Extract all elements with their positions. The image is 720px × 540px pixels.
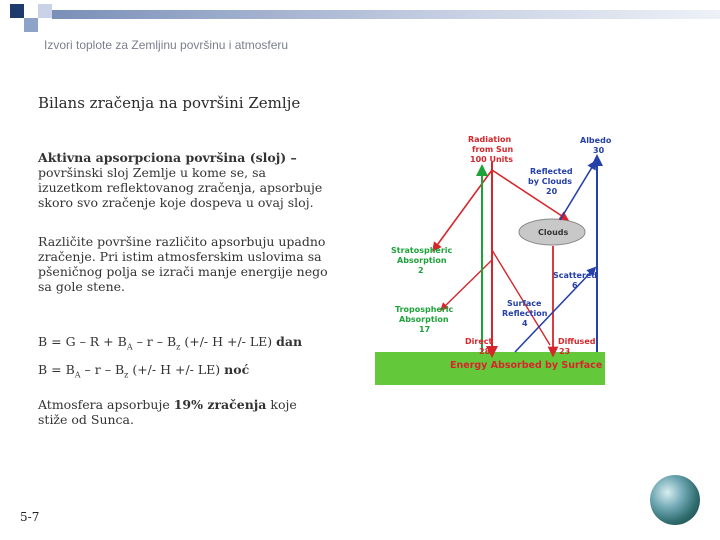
label-reflected-2: by Clouds	[528, 177, 573, 186]
globe-logo	[650, 475, 700, 525]
paragraph-active-surface	[38, 150, 328, 210]
slide-subtitle: Izvori toplote za Zemljinu površinu i atmosferu	[44, 38, 289, 52]
label-energy-bar: Energy Absorbed by Surface	[450, 360, 603, 371]
label-surface-2: Reflection	[502, 309, 548, 318]
paragraph-active-surface-term: Aktivna apsorpciona površina (sloj) –	[38, 150, 297, 165]
formula-day-sub: z	[176, 342, 181, 352]
label-direct-1: Direct	[465, 337, 493, 346]
label-strat-2: Absorption	[397, 256, 447, 265]
paragraph-surfaces: Različite površine različito apsorbuju upadno zračenje. Pri istim atmosferskim uslovima sa pšeničnog polja se izrači manje energije nego sa gole stene.	[38, 234, 328, 294]
label-albedo-1: Albedo	[580, 136, 612, 145]
formula-day-part: – r – B	[132, 334, 177, 349]
paragraph-atmosphere-part: Atmosfera apsorbuje	[38, 397, 174, 412]
label-scattered-1: Scattered	[553, 271, 598, 280]
paragraph-atmosphere	[38, 397, 328, 427]
label-surface-1: Surface	[507, 299, 542, 308]
corner-square-dark	[10, 4, 24, 18]
label-tropo-2: Absorption	[399, 315, 449, 324]
formula-night-part: (+/- H +/- LE)	[128, 362, 221, 377]
stratospheric-arrow	[435, 170, 492, 248]
formula-night-sub: A	[74, 370, 81, 380]
label-radiation-1: Radiation	[468, 135, 512, 144]
header-bar	[52, 10, 720, 19]
label-tropo-1: Tropospheric	[395, 305, 454, 314]
slide-title: Bilans zračenja na površini Zemlje	[38, 94, 301, 112]
label-radiation-2: from Sun	[472, 145, 514, 154]
paragraph-atmosphere-bold: 19% zračenja	[173, 397, 267, 412]
page-number: 5-7	[20, 510, 40, 524]
radiation-diagram-svg	[375, 130, 612, 385]
radiation-balance-diagram	[375, 130, 612, 385]
tropospheric-arrow	[443, 260, 492, 308]
label-strat-3: 2	[418, 266, 424, 275]
label-scattered-2: 6	[572, 281, 578, 290]
formula-day-part: (+/- H +/- LE)	[180, 334, 273, 349]
label-surface-3: 4	[522, 319, 528, 328]
scatter-down-arrow	[492, 250, 550, 345]
label-direct-2: 28	[479, 347, 491, 356]
formula-night-part: B = B	[38, 362, 75, 377]
label-albedo-2: 30	[593, 146, 605, 155]
label-reflected-1: Reflected	[530, 167, 573, 176]
label-strat-1: Stratospheric	[391, 246, 453, 255]
formula-day-sub: A	[126, 342, 133, 352]
corner-square-mid	[24, 18, 38, 32]
label-diffused-1: Diffused	[558, 337, 596, 346]
label-diffused-2: 23	[559, 347, 571, 356]
corner-square-light	[38, 4, 52, 18]
paragraph-atmosphere-part: koje stiže od Sunca.	[38, 397, 297, 427]
formula-night-part: – r – B	[80, 362, 125, 377]
label-radiation-3: 100 Units	[470, 155, 514, 164]
formula-day-tag: dan	[276, 334, 303, 349]
paragraph-active-surface-body: površinski sloj Zemlje u kome se, sa izuzetkom reflektovanog zračenja, apsorbuje skoro svo zračenje koje dospeva u ovaj sloj.	[38, 165, 323, 210]
formula-night-sub: z	[124, 370, 129, 380]
formula-day-part: B = G – R + B	[38, 334, 127, 349]
formula-night-tag: noć	[224, 362, 250, 377]
formula-day	[38, 334, 302, 352]
label-reflected-3: 20	[546, 187, 558, 196]
label-tropo-3: 17	[419, 325, 431, 334]
label-clouds: Clouds	[538, 228, 569, 237]
formula-night	[38, 362, 249, 380]
